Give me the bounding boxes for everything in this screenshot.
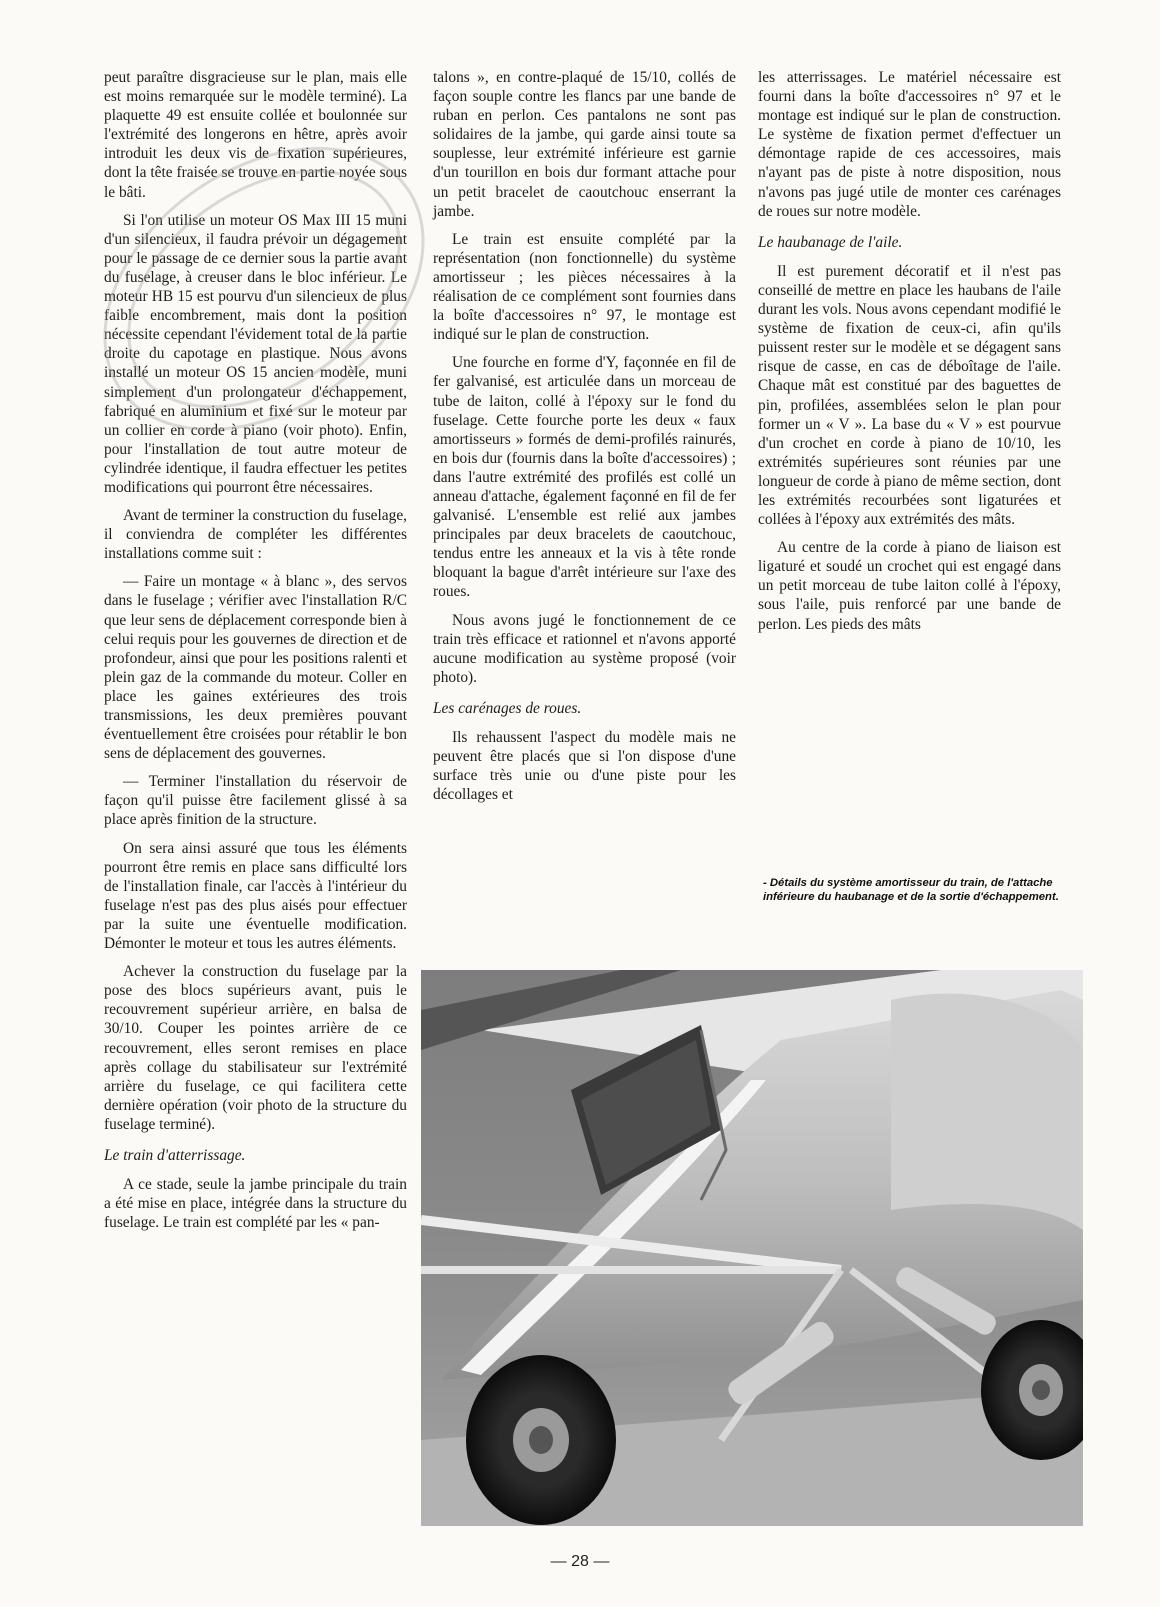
paragraph: les atterrissages. Le matériel nécessaire est fourni dans la boîte d'accessoires n° 97 et le montage est indiqué sur le plan de construction. Le système de fixation permet d'effectuer un démontage rapide de ces accessoires, mais n'ayant pas de piste à notre disposition, nous n'avons pas jugé utile de monter ces carénages de roues sur notre modèle. <box>758 69 1061 220</box>
paragraph: Avant de terminer la construction du fuselage, il conviendra de compléter les différentes installations comme suit : <box>104 507 407 563</box>
paragraph: peut paraître disgracieuse sur le plan, mais elle est moins remarquée sur le modèle terminé). La plaquette 49 est ensuite collée et boulonnée sur l'extrémité des longerons en hêtre, après avoir introduit les deux vis de fixation supérieures, dont la tête fraisée se trouve en partie noyée sous le bâti. <box>104 69 407 201</box>
paragraph: Une fourche en forme d'Y, façonnée en fil de fer galvanisé, est articulée dans un morceau de tube de laiton, collé à l'époxy sur le fond du fuselage. Cette fourche porte les deux « faux amortisseurs » formés de demi-profilés rainurés, en bois dur (fournis dans la boîte d'accessoires) ; dans l'autre extrémité des profilés est collé un anneau d'attache, également façonné en fil de fer galvanisé. L'ensemble est relié aux jambes principales par deux bracelets de caoutchouc, tendus entre les anneaux et la vis à tête ronde bloquant la bague d'arrêt intérieure sur l'axe des roues. <box>433 354 736 601</box>
text-column-2 <box>433 68 736 813</box>
paragraph: Le train est ensuite complété par la représentation (non fonctionnelle) du système amortisseur ; les pièces nécessaires à la réalisation de ce complément sont fournies dans la boîte d'accessoires n° 97, le montage est indiqué sur le plan de construction. <box>433 230 736 344</box>
paragraph: Nous avons jugé le fonctionnement de ce train très efficace et rationnel et n'avons apporté aucune modification au système proposé (voir photo). <box>433 611 736 686</box>
section-heading: Les carénages de roues. <box>433 699 582 717</box>
paragraph: — Faire un montage « à blanc », des servos dans le fuselage ; vérifier avec l'installation R/C que leur sens de déplacement corresponde bien à celui requis pour les gouvernes de direction et de profondeur, ainsi que pour les positions ralenti et plein gaz de la commande du moteur. Coller en place les gaines extérieures des trois transmissions, les deux premières pouvant éventuellement être croisées pour rétablir le bon sens de déplacement des gouvernes. <box>104 573 407 763</box>
paragraph: Au centre de la corde à piano de liaison est ligaturé et soudé un crochet qui est engagé dans un petit morceau de tube laiton collé à l'époxy, sous l'aile, puis renforcé par une bande de perlon. Les pieds des mâts <box>758 539 1061 633</box>
text-column-3 <box>758 68 1061 643</box>
paragraph: talons », en contre-plaqué de 15/10, collés de façon souple contre les flancs par une bande de ruban en perlon. Ces pantalons ne sont pas solidaires de la jambe, qui garde ainsi toute sa souplesse, leur extrémité inférieure est garnie d'un tourillon en bois dur formant attache pour un petit bracelet de caoutchouc enserrant la jambe. <box>433 69 736 220</box>
paragraph: Achever la construction du fuselage par la pose des blocs supérieurs avant, puis le recouvrement supérieur arrière, en balsa de 30/10. Couper les pointes arrière de ce recouvrement, elles seront remises en place après collage du stabilisateur sur l'extrémité arrière du fuselage, ce qui facilitera cette dernière opération (voir photo de la structure du fuselage terminé). <box>104 963 407 1133</box>
paragraph: — Terminer l'installation du réservoir de façon qu'il puisse être facilement glissé à sa place après finition de la structure. <box>104 773 407 829</box>
paragraph: Il est purement décoratif et il n'est pas conseillé de mettre en place les haubans de l'aile durant les vols. Nous avons cependant modifié le système de fixation de ceux-ci, afin qu'ils puissent rester sur le modèle et se dégagent sans risque de casse, en cas de déboîtage de l'aile. Chaque mât est constitué par des baguettes de pin, profilées, assemblées selon le plan pour former un « V ». La base du « V » est pourvue d'un crochet en corde à piano de 10/10, les extrémités supérieures sont réunies par une longueur de corde à piano de même section, dont les extrémités recourbées sont ligaturées et collées à l'époxy aux extrémités des mâts. <box>758 262 1061 529</box>
model-airplane-photo <box>421 970 1083 1526</box>
paragraph: A ce stade, seule la jambe principale du train a été mise en place, intégrée dans la structure du fuselage. Le train est complété par les « pan- <box>104 1176 407 1232</box>
paragraph: On sera ainsi assuré que tous les éléments pourront être remis en place sans difficulté lors de l'installation finale, car l'accès à l'intérieur du fuselage n'est pas des plus aisés pour effectuer par la suite une éventuelle modification. Démonter le moteur et tous les autres éléments. <box>104 839 407 953</box>
section-heading: Le train d'atterrissage. <box>104 1146 246 1164</box>
paragraph: Ils rehaussent l'aspect du modèle mais ne peuvent être placés que si l'on dispose d'une surface très unie ou d'une piste pour les décollages et <box>433 729 736 804</box>
text-column-1 <box>104 68 407 1241</box>
photo-caption: - Détails du système amortisseur du train, de l'attache inférieure du haubanage et de la sortie d'échappement. <box>763 877 1059 903</box>
paragraph: Si l'on utilise un moteur OS Max III 15 muni d'un silencieux, il faudra prévoir un dégagement pour le passage de ce dernier sous la partie avant du fuselage, à creuser dans le bloc inférieur. Le moteur HB 15 est pourvu d'un silencieux de plus faible encombrement, mais dont la position nécessite cependant l'évidement total de la partie droite du capotage en plastique. Nous avons installé un moteur OS 15 ancien modèle, muni simplement d'un prolongateur d'échappement, fabriqué en aluminium et fixé sur le moteur par un collier en corde à piano (voir photo). Enfin, pour l'installation de tout autre moteur de cylindrée identique, il faudra effectuer les petites modifications qui pourront être nécessaires. <box>104 211 407 496</box>
page-number: — 28 — <box>550 1553 610 1570</box>
section-heading: Le haubanage de l'aile. <box>758 233 903 251</box>
